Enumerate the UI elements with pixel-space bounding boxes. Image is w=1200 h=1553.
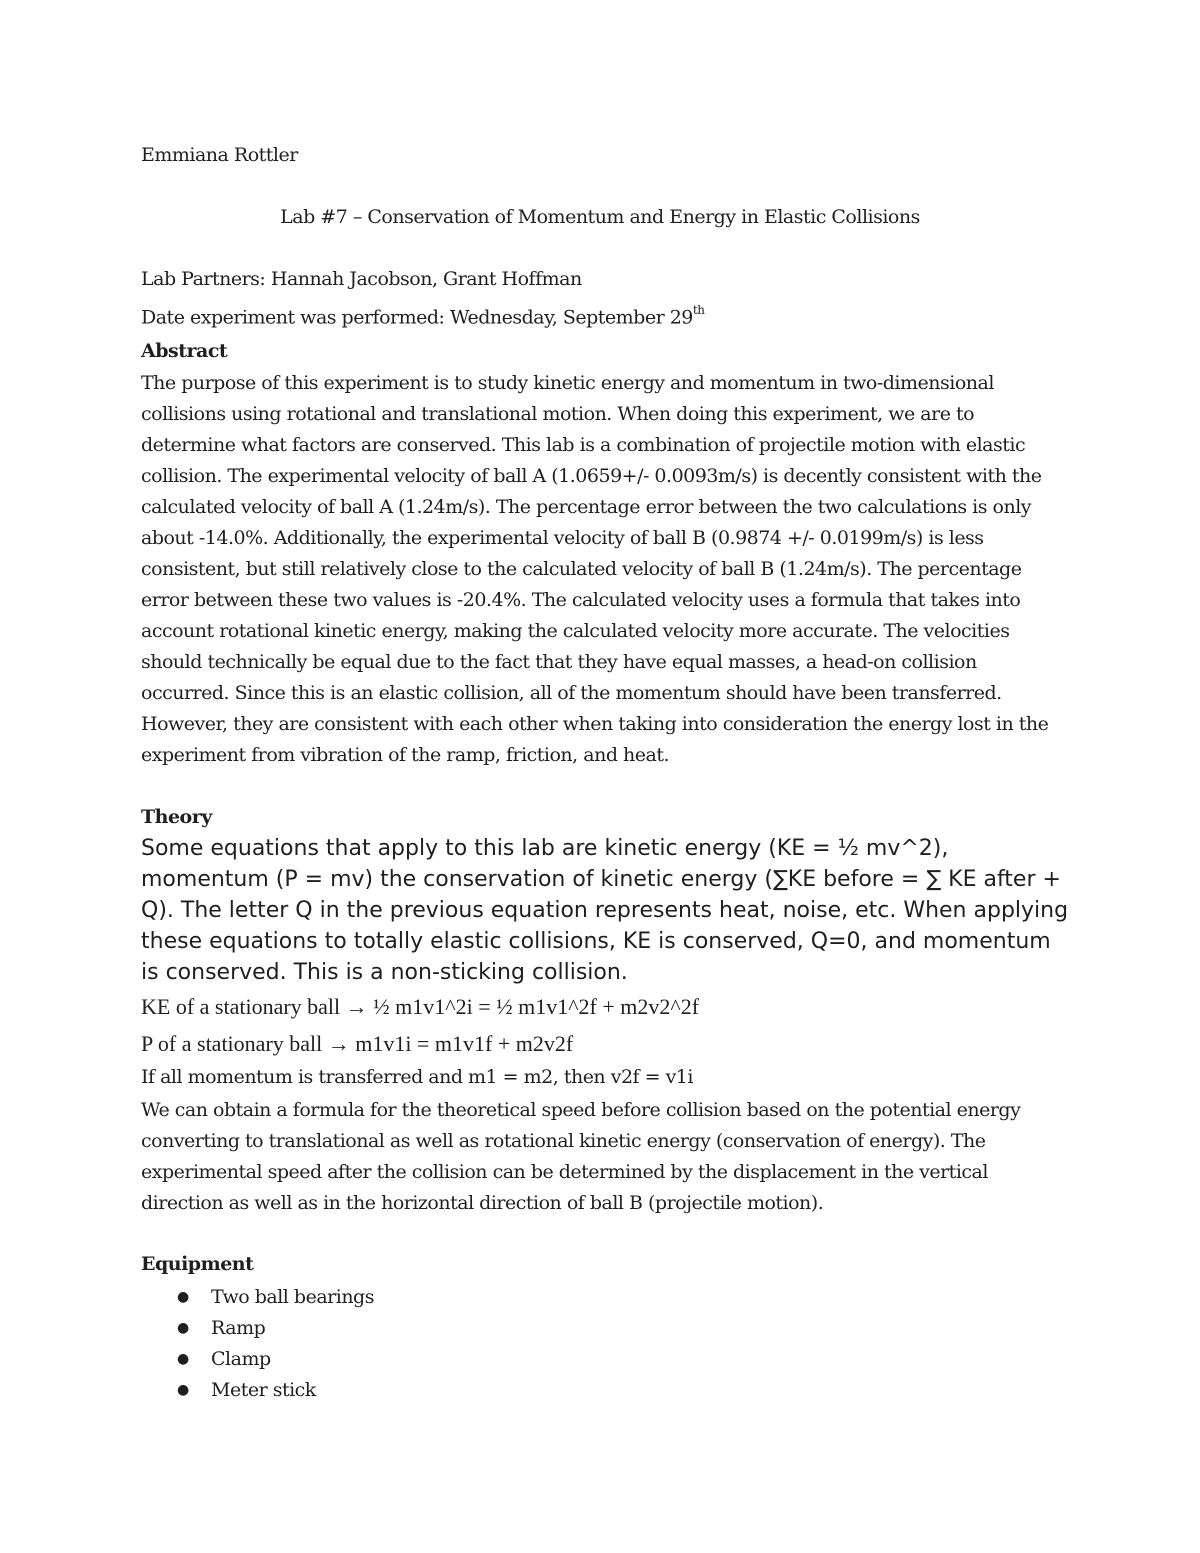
lab-partners: Lab Partners: Hannah Jacobson, Grant Hoffman <box>141 268 582 290</box>
bullet-icon: ● <box>177 1320 189 1336</box>
equipment-heading: Equipment <box>141 1253 254 1275</box>
theory-heading: Theory <box>141 806 212 828</box>
author-name: Emmiana Rottler <box>141 144 298 166</box>
experiment-date <box>141 305 704 328</box>
bullet-icon: ● <box>177 1289 189 1305</box>
equipment-list <box>141 1282 374 1406</box>
ke-equation: KE of a stationary ball → ½ m1v1^2i = ½ m1v1^2f + m2v2^2f <box>141 994 700 1019</box>
theory-closing-text: We can obtain a formula for the theoretical speed before collision based on the potential energy converting to translational as well as rotational kinetic energy (conservation of energy). The experimental speed after the collision can be determined by the displacement in the vertical direction as well as in the horizontal direction of ball B (projectile motion). <box>141 1099 1021 1214</box>
transfer-condition: If all momentum is transferred and m1 = m2, then v2f = v1i <box>141 1066 693 1088</box>
theory-equations-text: Some equations that apply to this lab are kinetic energy (KE = ½ mv^2), momentum (P = mv) the conservation of kinetic energy (∑KE before = ∑ KE after + Q). The letter Q in the previous equation represents heat, noise, etc. When applying these equations to totally elastic collisions, KE is conserved, Q=0, and momentum is conserved. This is a non-sticking collision. <box>141 836 1069 985</box>
abstract-text: The purpose of this experiment is to study kinetic energy and momentum in two-dimensional collisions using rotational and translational motion. When doing this experiment, we are to determine what factors are conserved. This lab is a combination of projectile motion with elastic collision. The experimental velocity of ball A (1.0659+/- 0.0093m/s) is decently consistent with the calculated velocity of ball A (1.24m/s). The percentage error between the two calculations is only about -14.0%. Additionally, the experimental velocity of ball B (0.9874 +/- 0.0199m/s) is less consistent, but still relatively close to the calculated velocity of ball B (1.24m/s). The percentage error between these two values is -20.4%. The calculated velocity uses a formula that takes into account rotational kinetic energy, making the calculated velocity more accurate. The velocities should technically be equal due to the fact that they have equal masses, a head-on collision occurred. Since this is an elastic collision, all of the momentum should have been transferred. However, they are consistent with each other when taking into consideration the energy lost in the experiment from vibration of the ramp, friction, and heat. <box>141 372 1049 766</box>
document-title: Lab #7 – Conservation of Momentum and Energy in Elastic Collisions <box>280 206 920 228</box>
list-item: ● Meter stick <box>141 1375 374 1406</box>
list-item: ● Ramp <box>141 1313 374 1344</box>
abstract-heading: Abstract <box>141 340 228 362</box>
list-item: ● Clamp <box>141 1344 374 1375</box>
bullet-icon: ● <box>177 1382 189 1398</box>
momentum-equation: P of a stationary ball → m1v1i = m1v1f + m2v2f <box>141 1031 574 1056</box>
bullet-icon: ● <box>177 1351 189 1367</box>
list-item: ● Two ball bearings <box>141 1282 374 1313</box>
date-text: Date experiment was performed: Wednesday, September 29 <box>141 306 693 329</box>
date-superscript: th <box>692 303 705 317</box>
